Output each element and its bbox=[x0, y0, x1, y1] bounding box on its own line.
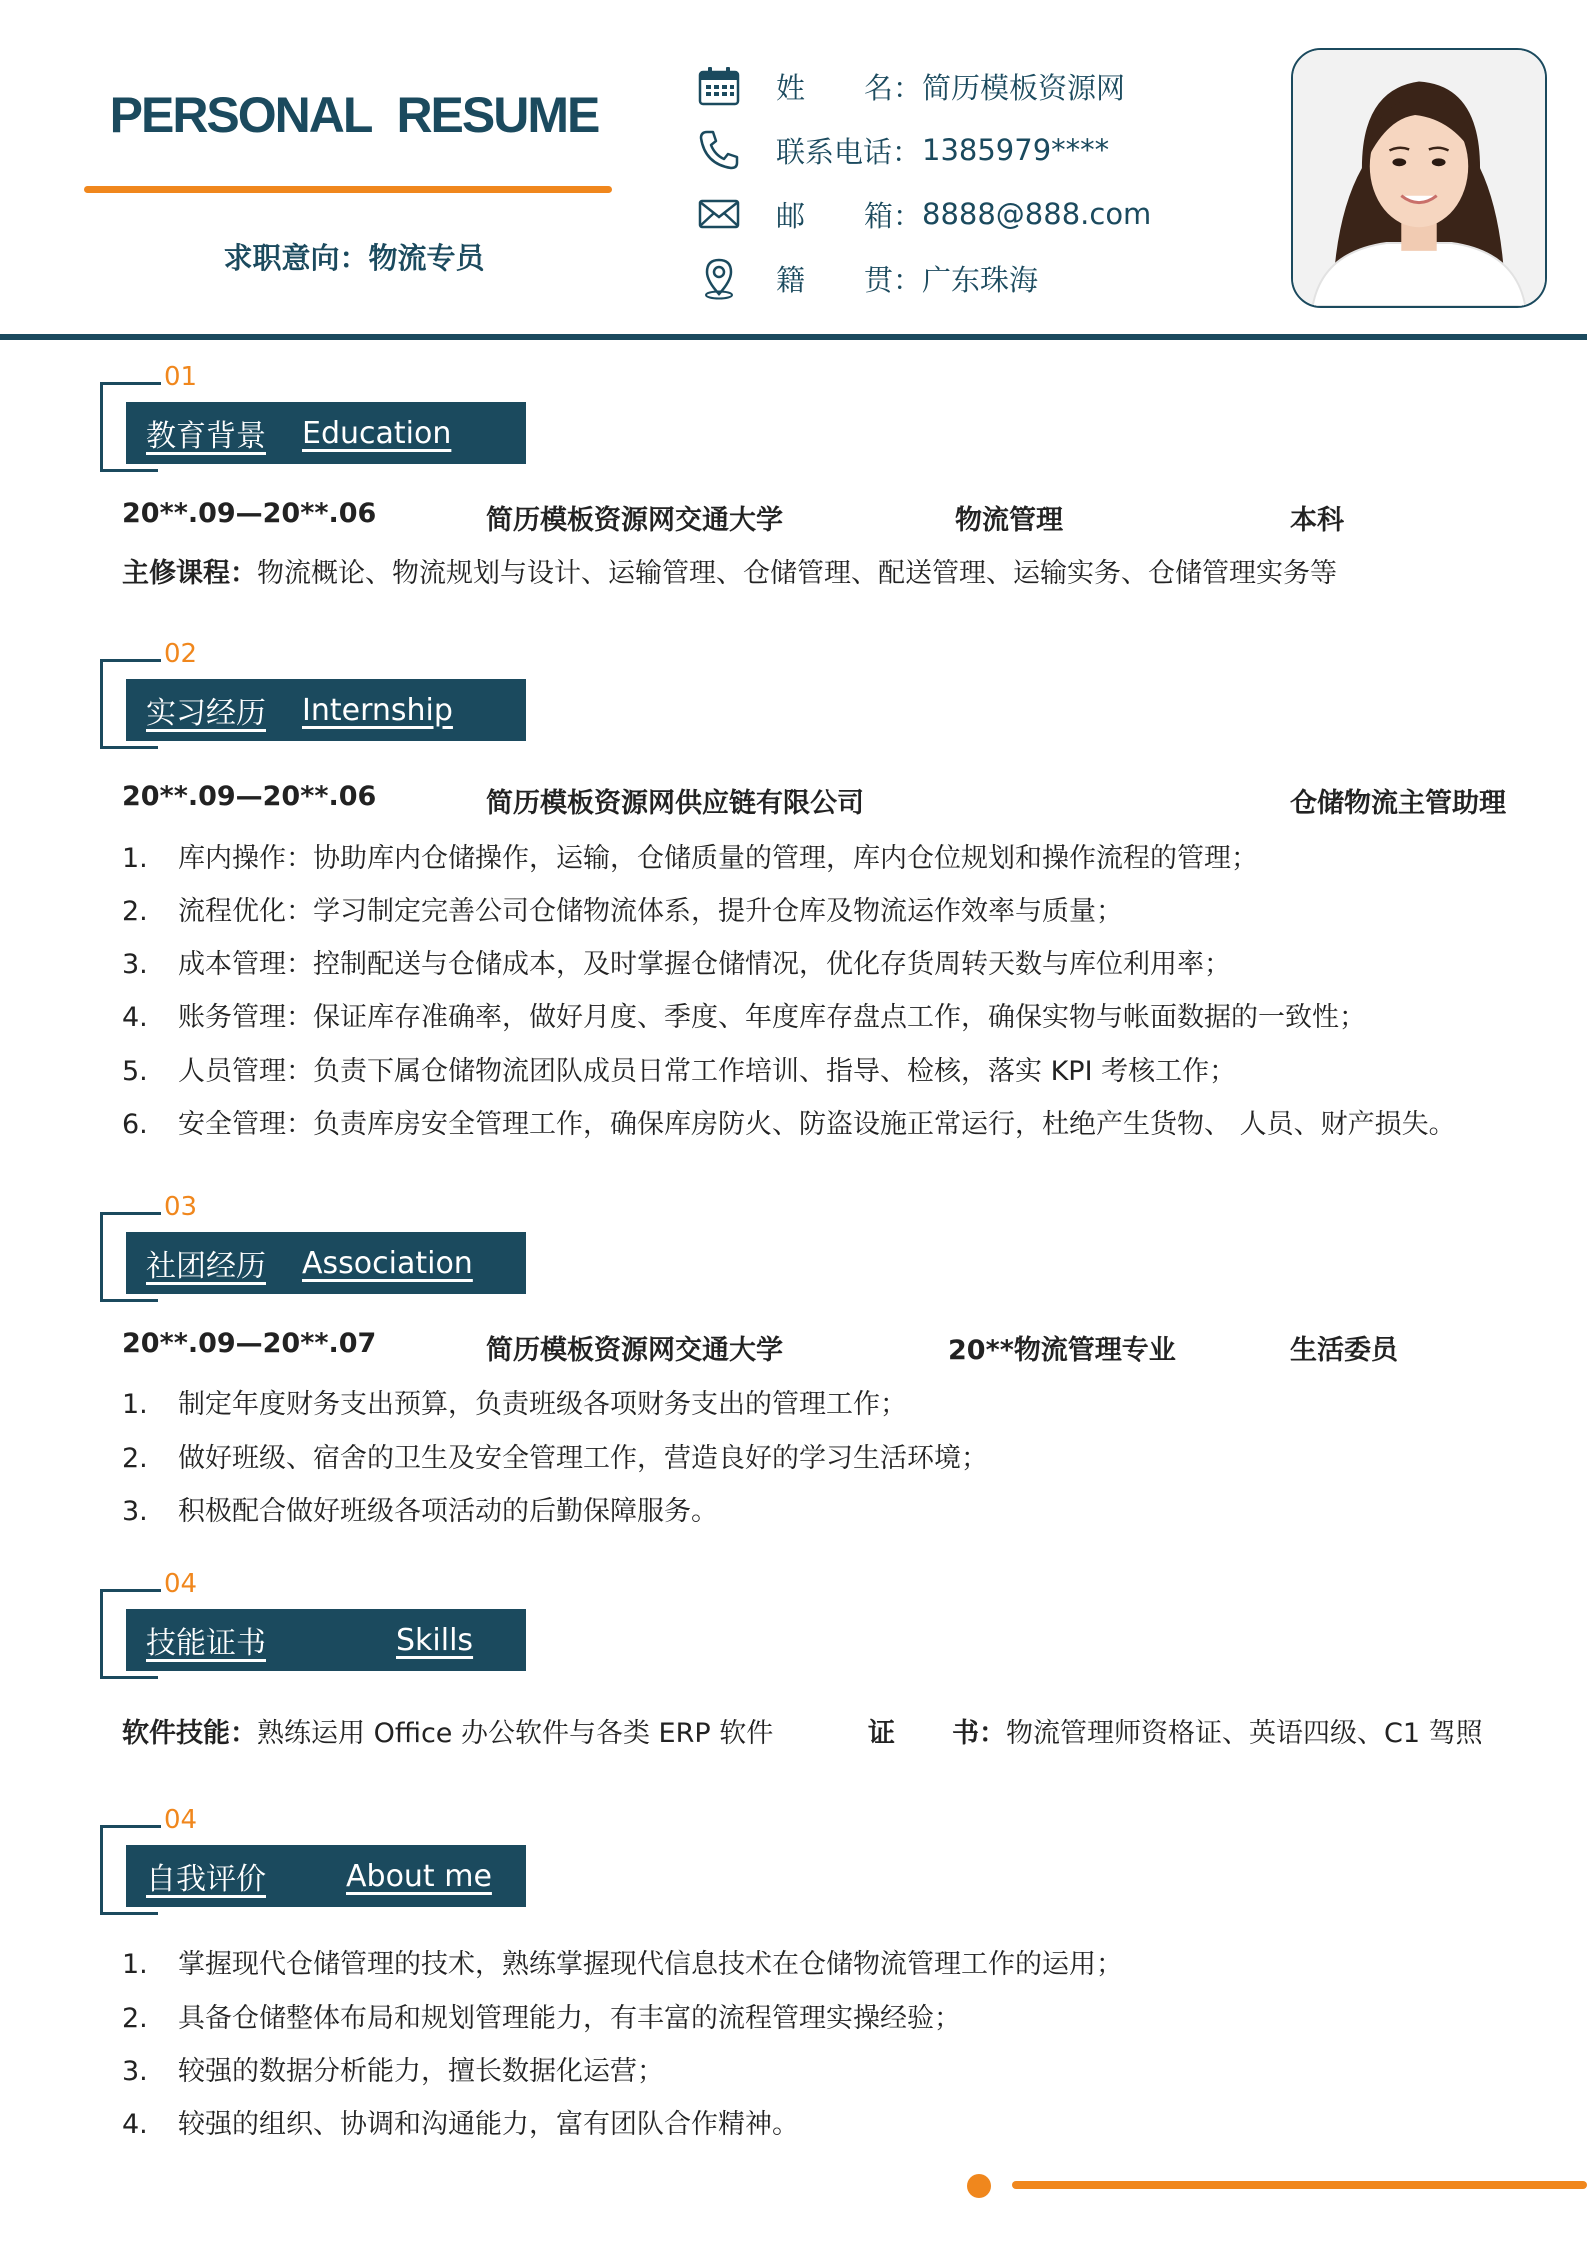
assoc-org: 20**物流管理专业 bbox=[948, 1335, 1176, 1366]
list-item: 6. 安全管理：负责库房安全管理工作，确保库房防火、防盗设施正常运行，杜绝产生货物、 人员、财产损失。 bbox=[122, 1109, 1456, 1140]
list-item: 4. 账务管理：保证库存准确率，做好月度、季度、年度库存盘点工作，确保实物与帐面数据的一致性； bbox=[122, 1002, 1366, 1033]
info-phone-value: 1385979**** bbox=[922, 133, 1110, 167]
calendar-icon bbox=[696, 63, 742, 109]
info-hometown-row bbox=[696, 252, 1038, 304]
header-divider bbox=[0, 334, 1587, 340]
section-frame-line bbox=[100, 1212, 144, 1215]
info-hometown-value: 广东珠海 bbox=[922, 262, 1039, 297]
edu-degree: 本科 bbox=[1290, 505, 1344, 536]
assoc-period: 20**.09—20**.07 bbox=[122, 1328, 377, 1359]
section-number: 04 bbox=[164, 1569, 198, 1599]
info-name-row bbox=[696, 60, 1125, 112]
section-heading-about: 自我评价 About me bbox=[126, 1845, 526, 1907]
section-frame-line bbox=[100, 1825, 144, 1828]
section-heading-internship: 实习经历 Internship bbox=[126, 679, 526, 741]
info-phone-label: 联系电话： bbox=[776, 134, 922, 169]
list-item: 3. 较强的数据分析能力，擅长数据化运营； bbox=[122, 2056, 664, 2087]
list-item: 3. 成本管理：控制配送与仓储成本，及时掌握仓储情况，优化存货周转天数与库位利用率； bbox=[122, 949, 1231, 980]
list-item: 2. 做好班级、宿舍的卫生及安全管理工作，营造良好的学习生活环境； bbox=[122, 1443, 988, 1474]
intern-period: 20**.09—20**.06 bbox=[122, 781, 377, 812]
section-heading-skills: 技能证书 Skills bbox=[126, 1609, 526, 1671]
info-mail-row bbox=[696, 188, 1151, 240]
footer-dot bbox=[967, 2174, 991, 2198]
intern-company: 简历模板资源网供应链有限公司 bbox=[486, 788, 864, 819]
section-frame-line bbox=[100, 382, 144, 385]
skills-software: 软件技能：熟练运用 Office 办公软件与各类 ERP 软件 bbox=[122, 1718, 774, 1749]
section-number: 03 bbox=[164, 1192, 198, 1222]
section-heading-association: 社团经历 Association bbox=[126, 1232, 526, 1294]
list-item: 1. 库内操作：协助库内仓储操作，运输，仓储质量的管理，库内仓位规划和操作流程的管理； bbox=[122, 843, 1258, 874]
mail-icon bbox=[696, 191, 742, 237]
info-phone-row bbox=[696, 124, 1109, 176]
location-icon bbox=[696, 255, 742, 301]
assoc-school: 简历模板资源网交通大学 bbox=[486, 1335, 783, 1366]
section-frame-line bbox=[100, 659, 144, 662]
list-item: 1. 掌握现代仓储管理的技术，熟练掌握现代信息技术在仓储物流管理工作的运用； bbox=[122, 1949, 1123, 1980]
footer-line bbox=[1012, 2181, 1587, 2189]
info-name-label: 姓 名： bbox=[776, 70, 922, 105]
edu-period: 20**.09—20**.06 bbox=[122, 498, 377, 529]
list-item: 4. 较强的组织、协调和沟通能力，富有团队合作精神。 bbox=[122, 2109, 799, 2140]
title-underline bbox=[84, 186, 612, 193]
profile-photo bbox=[1291, 48, 1547, 308]
assoc-role: 生活委员 bbox=[1290, 1335, 1398, 1366]
section-number: 01 bbox=[164, 362, 198, 392]
list-item: 5. 人员管理：负责下属仓储物流团队成员日常工作培训、指导、检核，落实 KPI 考核工作； bbox=[122, 1056, 1237, 1087]
edu-major: 物流管理 bbox=[955, 505, 1063, 536]
phone-icon bbox=[696, 127, 742, 173]
list-item: 2. 流程优化：学习制定完善公司仓储物流体系，提升仓库及物流运作效率与质量； bbox=[122, 896, 1123, 927]
info-mail-label: 邮 箱： bbox=[776, 198, 922, 233]
section-number: 02 bbox=[164, 639, 198, 669]
list-item: 1. 制定年度财务支出预算，负责班级各项财务支出的管理工作； bbox=[122, 1389, 907, 1420]
section-number: 04 bbox=[164, 1805, 198, 1835]
info-hometown-label: 籍 贯： bbox=[776, 262, 922, 297]
edu-school: 简历模板资源网交通大学 bbox=[486, 505, 783, 536]
portrait-illustration bbox=[1293, 50, 1545, 306]
skills-certificates: 证 书：物流管理师资格证、英语四级、C1 驾照 bbox=[868, 1718, 1483, 1749]
resume-title: PERSONAL RESUME bbox=[109, 87, 599, 143]
info-mail-value: 8888@888.com bbox=[922, 197, 1152, 231]
section-heading-education: 教育背景 Education bbox=[126, 402, 526, 464]
info-name-value: 简历模板资源网 bbox=[922, 70, 1126, 105]
job-intent: 求职意向：物流专员 bbox=[223, 241, 485, 275]
edu-courses: 主修课程：物流概论、物流规划与设计、运输管理、仓储管理、配送管理、运输实务、仓储管理实务等 bbox=[122, 558, 1337, 589]
list-item: 3. 积极配合做好班级各项活动的后勤保障服务。 bbox=[122, 1496, 718, 1527]
list-item: 2. 具备仓储整体布局和规划管理能力，有丰富的流程管理实操经验； bbox=[122, 2003, 961, 2034]
intern-role: 仓储物流主管助理 bbox=[1290, 788, 1506, 819]
section-frame-line bbox=[100, 1589, 144, 1592]
